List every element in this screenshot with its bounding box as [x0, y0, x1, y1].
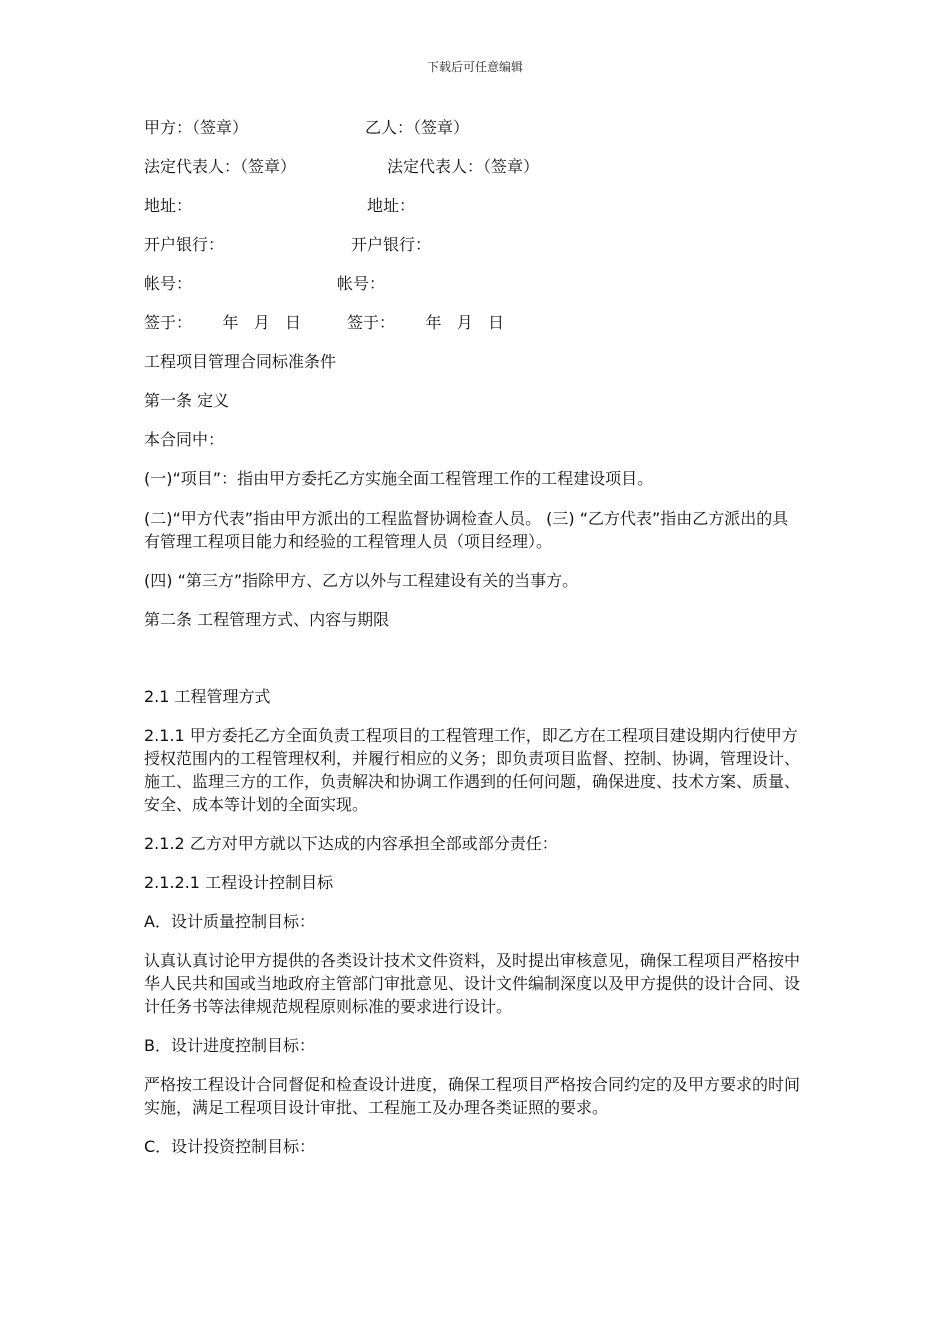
paragraph: C．设计投资控制目标： [144, 1137, 316, 1156]
party-a-bank: 开户银行： [144, 235, 225, 254]
article-heading: 第二条 工程管理方式、内容与期限 [144, 610, 390, 629]
party-b-representative: 法定代表人：（签章） [387, 157, 540, 176]
subsection-heading: 2.1.2.1 工程设计控制目标 [144, 873, 334, 892]
subsection-heading: 2.1 工程管理方式 [144, 687, 271, 706]
paragraph: 2.1.2 乙方对甲方就以下达成的内容承担全部或部分责任： [144, 834, 558, 853]
paragraph: 2.1.1 甲方委托乙方全面负责工程项目的工程管理工作，即乙方在工程项目建设期内行使甲方授权范围内的工程管理权利，并履行相应的义务；即负责项目监督、控制、协调，管理设计、施工、监理三方的工作，负责解决和协调工作遇到的任何问题，确保进度、技术方案、质量、安全、成本等计划的全面实现。 [144, 726, 801, 814]
section-title: 工程项目管理合同标准条件 [144, 352, 337, 371]
signature-row-address [144, 194, 416, 217]
party-b-address: 地址： [367, 196, 416, 215]
paragraph: 严格按工程设计合同督促和检查设计进度，确保工程项目严格按合同约定的及甲方要求的时间实施，满足工程项目设计审批、工程施工及办理各类证照的要求。 [144, 1075, 801, 1117]
signature-row-account [144, 272, 386, 295]
signature-row-representative [144, 155, 540, 178]
party-b-date: 签于： 年 月 日 [347, 313, 505, 332]
party-b-label: 乙人：（签章） [365, 118, 470, 137]
party-a-account: 帐号： [144, 274, 193, 293]
party-b-bank: 开户银行： [351, 235, 432, 254]
signature-row-bank [144, 233, 432, 256]
party-a-address: 地址： [144, 196, 193, 215]
paragraph: 认真认真讨论甲方提供的各类设计技术文件资料，及时提出审核意见，确保工程项目严格按中华人民共和国或当地政府主管部门审批意见、设计文件编制深度以及甲方提供的设计合同、设计任务书等法律规范规程原则标准的要求进行设计。 [144, 951, 801, 1016]
party-b-account: 帐号： [337, 274, 386, 293]
article-heading: 第一条 定义 [144, 391, 230, 410]
paragraph: (一)“项目”：指由甲方委托乙方实施全面工程管理工作的工程建设项目。 [144, 469, 654, 488]
signature-row-party [144, 116, 470, 139]
paragraph: (二)“甲方代表”指由甲方派出的工程监督协调检查人员。 (三) “乙方代表”指由乙方派出的具有管理工程项目能力和经验的工程管理人员（项目经理）。 [144, 509, 789, 551]
signature-row-date [144, 311, 505, 334]
paragraph: A．设计质量控制目标： [144, 912, 315, 931]
paragraph: B．设计进度控制目标： [144, 1036, 315, 1055]
party-a-representative: 法定代表人：（签章） [144, 157, 297, 176]
paragraph: 本合同中： [144, 430, 225, 449]
paragraph: (四) “第三方”指除甲方、乙方以外与工程建设有关的当事方。 [144, 571, 579, 590]
party-a-date: 签于： 年 月 日 [144, 313, 302, 332]
party-a-label: 甲方：（签章） [144, 118, 249, 137]
page-header: 下载后可任意编辑 [426, 60, 523, 74]
